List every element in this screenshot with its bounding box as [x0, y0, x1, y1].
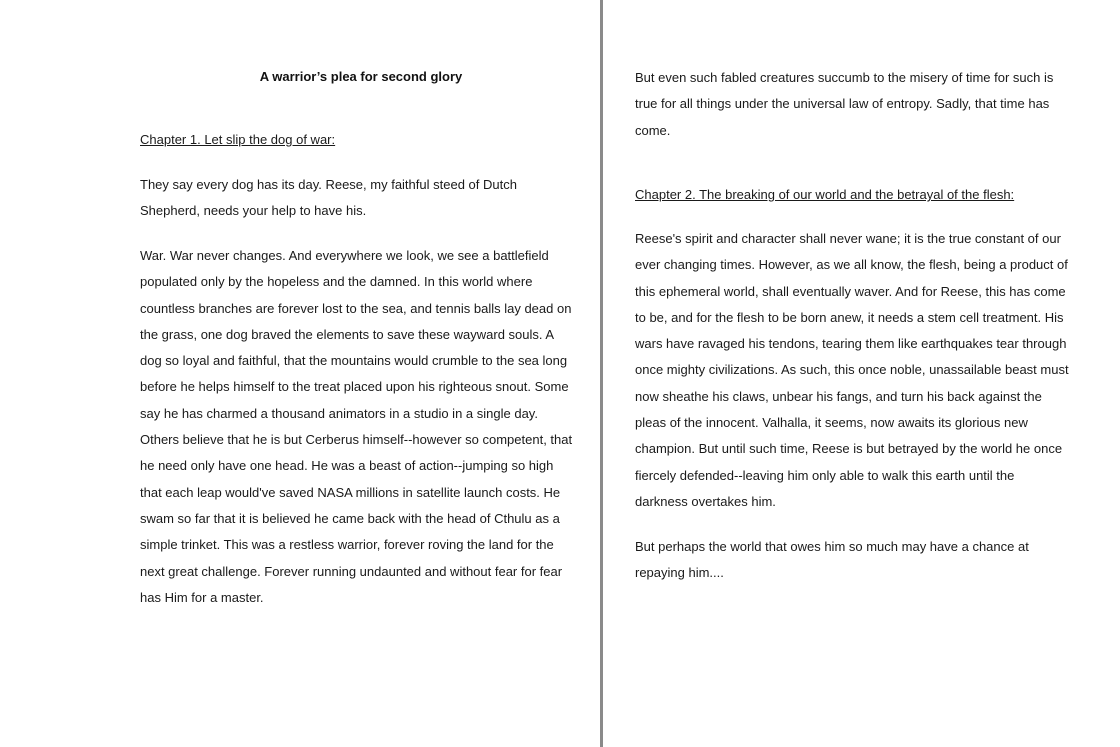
text-line: come. — [635, 122, 671, 138]
text-line: Shepherd, needs your help to have his. — [140, 203, 367, 219]
text-line: champion. But until such time, Reese is but betrayed by the world he once — [635, 441, 1063, 457]
chapter-1-paragraph-2 — [140, 243, 572, 611]
text-line: true for all things under the universal law of entropy. Sadly, that time has — [635, 96, 1050, 112]
text-line: They say every dog has its day. Reese, my faithful steed of Dutch — [140, 177, 517, 192]
text-line: wars have ravaged his tendons, tearing them like earthquakes tear through — [635, 336, 1067, 352]
chapter-1-heading: Chapter 1. Let slip the dog of war: — [140, 132, 336, 147]
text-line: dog so loyal and faithful, that the mountains would crumble to the sea long — [140, 353, 568, 369]
text-line: this ephemeral world, shall eventually waver. And for Reese, this has come — [635, 283, 1066, 299]
chapter-1-paragraph-1 — [140, 172, 517, 225]
text-line: ever changing times. However, as we all know, the flesh, being a product of — [635, 257, 1068, 273]
chapter-2-paragraph-1 — [635, 226, 1069, 515]
text-line: fiercely defended--leaving him only able to walk this earth until the — [635, 467, 1015, 483]
text-line: But even such fabled creatures succumb to the misery of time for such is — [635, 70, 1054, 85]
document-title: A warrior’s plea for second glory — [259, 69, 463, 84]
text-line: Reese's spirit and character shall never wane; it is the true constant of our — [635, 231, 1061, 246]
text-line: that each leap would've saved NASA millions in satellite launch costs. He — [140, 484, 561, 500]
text-line: repaying him.... — [635, 565, 724, 581]
text-line: next great challenge. Forever running undaunted and without fear for fear — [140, 563, 563, 579]
text-line: Others believe that he is but Cerberus himself--however so competent, that — [140, 432, 573, 448]
chapter-2-paragraph-2 — [635, 534, 1029, 587]
page-divider — [600, 0, 603, 747]
continuation-paragraph — [635, 65, 1053, 144]
text-line: pleas of the innocent. Valhalla, it seems, now awaits its glorious new — [635, 415, 1028, 431]
text-line: say he has charmed a thousand animators in a studio in a single day. — [140, 405, 538, 421]
text-line: to be, and for the flesh to be born anew, it needs a stem cell treatment. His — [635, 309, 1064, 325]
text-line: now sheathe his claws, unbear his fangs, and turn his back against the — [635, 388, 1042, 404]
text-line: populated only by the hopeless and the damned. In this world where — [140, 274, 533, 290]
text-line: has Him for a master. — [140, 589, 264, 605]
text-line: darkness overtakes him. — [635, 493, 776, 509]
text-line: countless branches are forever lost to the sea, and tennis balls lay dead on — [140, 300, 572, 316]
text-line: War. War never changes. And everywhere we look, we see a battlefield — [140, 248, 549, 263]
text-line: the grass, one dog braved the elements to save these wayward souls. A — [140, 326, 555, 342]
text-line: swam so far that it is believed he came back with the head of Cthulu as a — [140, 510, 560, 526]
text-line: he need only have one head. He was a beast of action--jumping so high — [140, 458, 554, 474]
chapter-2-heading: Chapter 2. The breaking of our world and the betrayal of the flesh: — [635, 187, 1015, 202]
text-line: once mighty civilizations. As such, this once noble, unassailable beast must — [635, 362, 1069, 378]
text-line: simple trinket. This was a restless warrior, forever roving the land for the — [140, 537, 554, 553]
text-line: before he helps himself to the treat placed upon his righteous snout. Some — [140, 379, 569, 395]
text-line: But perhaps the world that owes him so much may have a chance at — [635, 539, 1029, 554]
